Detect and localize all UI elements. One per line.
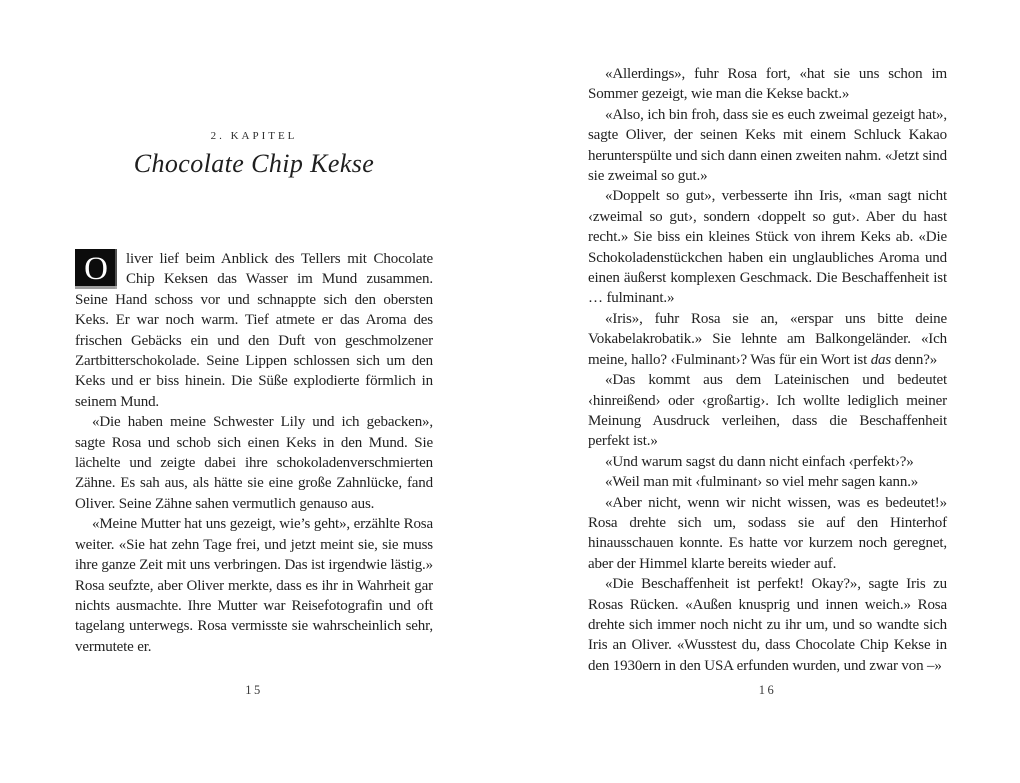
paragraph (75, 249, 433, 412)
paragraph (588, 370, 947, 452)
paragraph (588, 105, 947, 187)
paragraph (75, 514, 433, 657)
page-number-right: 16 (758, 683, 777, 697)
paragraph (588, 309, 947, 370)
body-text: «Die haben meine Schwester Lily und ich gebacken», sagte Rosa und schob sich einen Keks in den Mund. Sie lächelte und zeigte dabei ihre schokoladenverschmierten Zähne. Es sah aus, als hätte sie eine große Zahnlücke, fand Oliver. Seine Zähne sahen vermutlich genauso aus. (75, 414, 433, 512)
body-text: «Und warum sagst du dann nicht einfach ‹perfekt›?» (605, 453, 914, 470)
body-text: «Die Beschaffenheit ist perfekt! Okay?», sagte Iris zu Rosas Rücken. «Außen knusprig und innen weich.» Rosa drehte sich immer noch nicht zu ihr um, und so wandte sich Iris an Oliver. «Wusstest du, dass Chocolate Chip Kekse in den 1930ern in den USA erfunden wurden, und zwar von –» (588, 576, 947, 674)
paragraph (588, 472, 947, 492)
body-text: denn?» (891, 351, 938, 368)
drop-cap-chocolate-icon: O (75, 249, 117, 289)
chapter-heading (75, 130, 433, 179)
paragraph (588, 452, 947, 472)
emphasized-text: das (870, 351, 892, 368)
body-text: «Weil man mit ‹fulminant› so viel mehr sagen kann.» (605, 474, 919, 491)
left-page (75, 0, 433, 783)
body-text: «Doppelt so gut», verbesserte ihn Iris, «man sagt nicht ‹zweimal so gut›, sondern ‹doppelt so gut›. Aber du hast recht.» Sie biss ein kleines Stück von ihrem Keks ab. «Die Schokoladenstückchen haben ein unglaubliches Aroma und einen äußerst komplexen Geschmack. Die Beschaffenheit ist … fulminant.» (588, 188, 947, 307)
page-number-left: 15 (245, 683, 263, 697)
body-text: «Allerdings», fuhr Rosa fort, «hat sie uns schon im Sommer gezeigt, wie man die Kekse backt.» (588, 66, 947, 103)
body-text: «Aber nicht, wenn wir nicht wissen, was es bedeutet!» Rosa drehte sich um, sodass sie auf den Hinterhof hinausschauen konnte. Es hatte vor kurzem noch geregnet, aber der Himmel klarte bereits wieder auf. (588, 494, 947, 572)
paragraph (588, 493, 947, 575)
body-text: «Iris», fuhr Rosa sie an, «erspar uns bitte deine Vokabelakrobatik.» Sie lehnte am Balkongeländer. «Ich meine, hallo? ‹Fulminant›? Was für ein Wort ist (588, 310, 947, 368)
right-page-text (588, 64, 947, 676)
chapter-number: 2. KAPITEL (210, 130, 298, 142)
paragraph (75, 412, 433, 514)
body-text: liver lief beim Anblick des Tellers mit Chocolate Chip Keksen das Wasser im Mund zusammen. Seine Hand schoss vor und schnappte sich den obersten Keks. Er war noch warm. Tief atmete er das Aroma des frischen Gebäcks ein und den Duft von geschmolzener Zartbitterschokolade. Seine Lippen schlossen sich um den Keks und er biss hinein. Die Süße explodierte förmlich in seinem Mund. (75, 251, 433, 410)
body-text: «Meine Mutter hat uns gezeigt, wie’s geht», erzählte Rosa weiter. «Sie hat zehn Tage frei, und jetzt meint sie, sie muss ihre ganze Zeit mit uns verbringen. Das ist irgendwie lästig.» Rosa seufzte, aber Oliver merkte, dass es ihr in Wahrheit gar nichts ausmachte. Ihre Mutter war Reisefotografin und oft tagelang unterwegs. Rosa vermisste sie wahrscheinlich sehr, vermutete er. (75, 516, 433, 655)
body-text: «Also, ich bin froh, dass sie es euch zweimal gezeigt hat», sagte Oliver, der seinen Keks mit einem Schluck Kakao herunterspülte und sich dann einen zweiten nahm. «Jetzt sind sie zweimal so gut.» (588, 106, 947, 185)
body-text: «Das kommt aus dem Lateinischen und bedeutet ‹hinreißend› oder ‹großartig›. Ich wollte lediglich meiner Meinung Ausdruck verleihen, dass die Beschaffenheit perfekt ist.» (588, 372, 947, 450)
paragraph (588, 64, 947, 105)
right-page (588, 0, 947, 783)
paragraph (588, 186, 947, 308)
left-page-text (75, 249, 433, 657)
paragraph (588, 574, 947, 676)
chapter-title: Chocolate Chip Kekse (133, 149, 375, 178)
